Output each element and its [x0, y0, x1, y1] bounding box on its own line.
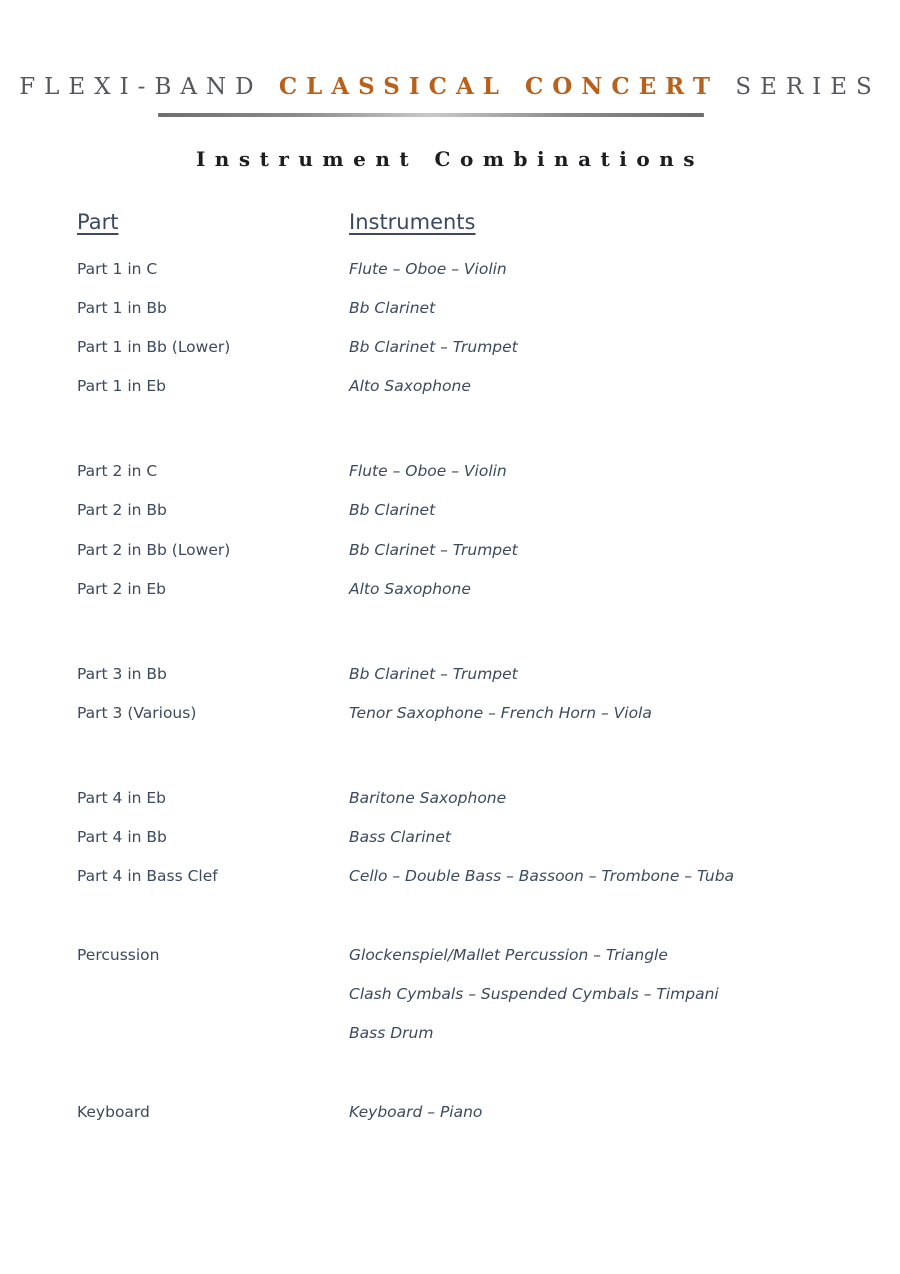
part-cell: Part 4 in Eb: [77, 789, 167, 807]
part-cell: Part 1 in Bb (Lower): [77, 338, 231, 356]
instruments-cell: Bb Clarinet – Trumpet: [349, 665, 518, 683]
title-divider: [158, 113, 704, 117]
instruments-cell: Clash Cymbals – Suspended Cymbals – Timpani: [349, 985, 719, 1003]
table-row: [0, 296, 900, 320]
table-row: [0, 374, 900, 398]
instruments-cell: Baritone Saxophone: [349, 789, 507, 807]
table-row: [0, 498, 900, 522]
part-cell: Part 3 (Various): [77, 704, 197, 722]
part-cell: Part 1 in Bb: [77, 299, 167, 317]
table-row: [0, 1021, 900, 1045]
page-subtitle: Instrument Combinations: [195, 147, 705, 171]
part-cell: Part 2 in Bb: [77, 501, 167, 519]
part-cell: Part 4 in Bb: [77, 828, 167, 846]
instruments-cell: Glockenspiel/Mallet Percussion – Triangle: [349, 946, 668, 964]
table-row: [0, 864, 900, 888]
part-cell: Part 2 in Bb (Lower): [77, 541, 231, 559]
instruments-cell: Bass Clarinet: [349, 828, 451, 846]
table-row: [0, 257, 900, 281]
table-row: [0, 335, 900, 359]
part-cell: Part 1 in Eb: [77, 377, 167, 395]
table-row: [0, 662, 900, 686]
instruments-cell: Bb Clarinet: [349, 299, 436, 317]
instruments-cell: Bb Clarinet: [349, 501, 436, 519]
instruments-cell: Bb Clarinet – Trumpet: [349, 338, 518, 356]
part-cell: Part 3 in Bb: [77, 665, 167, 683]
instruments-cell: Alto Saxophone: [349, 377, 471, 395]
part-cell: Part 1 in C: [77, 260, 158, 278]
instruments-cell: Flute – Oboe – Violin: [349, 462, 507, 480]
table-row: [0, 577, 900, 601]
table-row: [0, 459, 900, 483]
part-cell: Part 2 in Eb: [77, 580, 167, 598]
instruments-cell: Cello – Double Bass – Bassoon – Trombone – Tuba: [349, 867, 735, 885]
part-cell: Percussion: [77, 946, 160, 964]
part-column-header: Part: [77, 210, 119, 234]
part-cell: Part 2 in C: [77, 462, 158, 480]
instruments-column-header: Instruments: [349, 210, 476, 234]
table-row: [0, 1100, 900, 1124]
instruments-cell: Alto Saxophone: [349, 580, 471, 598]
table-row: [0, 786, 900, 810]
table-row: [0, 982, 900, 1006]
instruments-cell: Bb Clarinet – Trumpet: [349, 541, 518, 559]
table-row: [0, 538, 900, 562]
instruments-cell: Flute – Oboe – Violin: [349, 260, 507, 278]
series-suffix: SERIES: [735, 74, 881, 100]
series-prefix: FLEXI-BAND: [19, 74, 263, 100]
table-row: [0, 701, 900, 725]
part-cell: Keyboard: [77, 1103, 150, 1121]
series-title: [0, 70, 900, 104]
instruments-cell: Bass Drum: [349, 1024, 434, 1042]
table-row: [0, 825, 900, 849]
part-cell: Part 4 in Bass Clef: [77, 867, 218, 885]
instruments-cell: Tenor Saxophone – French Horn – Viola: [349, 704, 652, 722]
table-row: [0, 943, 900, 967]
instruments-cell: Keyboard – Piano: [349, 1103, 483, 1121]
series-highlight: CLASSICAL CONCERT: [278, 73, 719, 100]
